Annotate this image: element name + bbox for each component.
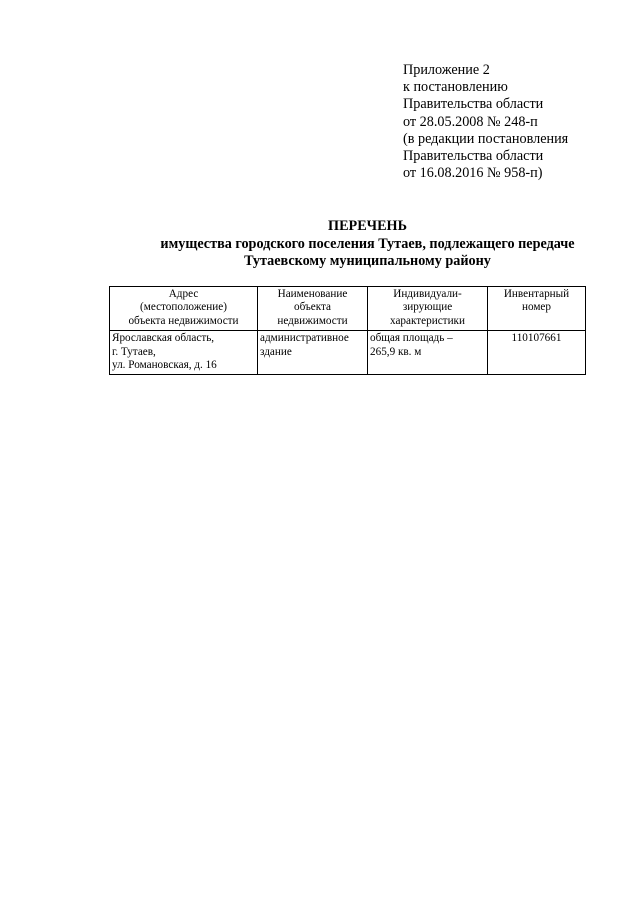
property-table (109, 286, 586, 375)
title-heading: ПЕРЕЧЕНЬ (328, 218, 407, 234)
header-text: характеристики (390, 314, 465, 327)
table-header-row (110, 287, 586, 331)
header-text: объекта недвижимости (128, 314, 239, 327)
cell-text: ул. Романовская, д. 16 (112, 359, 217, 372)
header-text: объекта (293, 301, 332, 314)
header-text: Индивидуали- (393, 288, 462, 300)
appendix-line: Правительства области (403, 148, 544, 165)
cell-text: Ярославская область, (112, 332, 215, 345)
header-name (258, 287, 368, 331)
appendix-note (403, 62, 623, 182)
appendix-line: от 28.05.2008 № 248-п (403, 113, 538, 130)
appendix-line: к постановлению (403, 79, 508, 96)
header-characteristics (368, 287, 488, 331)
header-text: недвижимости (277, 314, 348, 327)
table-row (110, 331, 586, 375)
document-title (100, 218, 635, 271)
header-inventory-number (488, 287, 586, 331)
cell-inventory-number (488, 331, 586, 375)
title-subtitle-line: Тутаевскому муниципальному району (244, 253, 491, 270)
header-text: зирующие (402, 301, 453, 314)
header-address (110, 287, 258, 331)
header-text: (местоположение) (140, 301, 227, 314)
cell-text: здание (260, 345, 292, 358)
appendix-line: Правительства области (403, 96, 544, 113)
appendix-line: от 16.08.2016 № 958-п) (403, 165, 543, 182)
cell-characteristics (368, 331, 488, 375)
cell-name (258, 331, 368, 375)
appendix-line: (в редакции постановления (403, 130, 569, 147)
appendix-line: Приложение 2 (403, 62, 490, 78)
cell-address (110, 331, 258, 375)
cell-text: административное (260, 332, 349, 345)
header-text: Инвентарный (503, 288, 570, 300)
header-text: Наименование (277, 288, 348, 300)
cell-text: 110107661 (511, 332, 562, 345)
cell-text: г. Тутаев, (112, 345, 156, 358)
cell-text: 265,9 кв. м (370, 345, 422, 358)
cell-text: общая площадь – (370, 332, 453, 345)
header-text: номер (521, 301, 551, 314)
title-subtitle-line: имущества городского поселения Тутаев, подлежащего передаче (160, 235, 575, 252)
header-text: Адрес (168, 288, 199, 300)
